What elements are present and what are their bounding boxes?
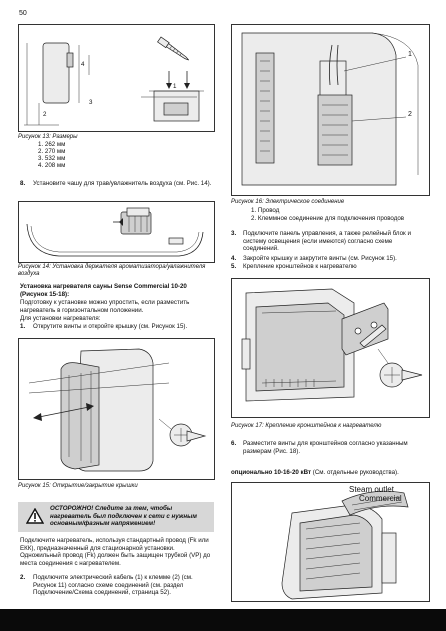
step-5-text: Крепление кронштейнов к нагревателю	[243, 263, 357, 270]
connect-text: Подключите нагреватель, используя стандартный провод (Fk или ЕКК), предназначенный для стационарной установки. Одножильный провод (Fk) должен быть защищен трубкой (VP) до места соединения с нагревателем.	[20, 537, 211, 567]
fig16-item-2: 2. Клеммное соединение для подключения проводов	[251, 215, 405, 222]
step-2-text: Подключите электрический кабель (1) к клемме (2) (см. Рисунок 11) согласно схеме соединений (см. раздел Подключение/Схема соединений, страница 52).	[33, 574, 193, 597]
fig16-item-1: 1. Провод	[251, 207, 280, 214]
step-3-number: 3.	[231, 230, 237, 237]
callout-2: 2	[43, 111, 47, 118]
step-4-number: 4.	[231, 255, 237, 262]
figure-13-caption: Рисунок 13: Размеры	[18, 134, 78, 140]
fig13-dim-3: 3. 532 мм	[38, 155, 66, 162]
callout-1: 1	[408, 51, 412, 58]
fig13-dim-4: 4. 208 мм	[38, 162, 66, 169]
step-1-text: Открутите винты и откройте крышку (см. Рисунок 15).	[33, 323, 188, 330]
steam-outlet-label: Steam outlet	[349, 485, 394, 494]
optional-note	[231, 469, 431, 477]
callout-4: 4	[81, 61, 85, 68]
optional-note-bold: опционально 10-16-20 кВт	[231, 469, 312, 476]
figure-16-electrical	[231, 24, 430, 196]
install-pre: Для установки нагревателя:	[20, 315, 101, 322]
step-1-number: 1.	[20, 323, 26, 330]
warning-text: ОСТОРОЖНО! Следите за тем, чтобы нагреватель был подключен к сети с нужным основным/фазным напряжением!	[50, 505, 197, 528]
step-4-text: Закройте крышку и закрутите винты (см. Рисунок 15).	[243, 255, 397, 262]
figure-15-lid	[18, 338, 215, 480]
figure-17-caption: Рисунок 17: Крепление кронштейнов к нагревателю	[231, 423, 382, 429]
warning-icon	[26, 508, 44, 524]
figure-18-steam-outlet	[231, 482, 430, 602]
warning-box	[18, 502, 214, 532]
step-3-text: Подключите панель управления, а также релейный блок и систему освещения (если имеются) согласно схеме соединений.	[243, 230, 411, 253]
step-5-number: 5.	[231, 263, 237, 270]
callout-2: 2	[408, 111, 412, 118]
step-2-number: 2.	[20, 574, 26, 581]
install-intro: Подготовку к установке можно упростить, если разместить нагреватель в горизонтальном положении.	[20, 299, 190, 314]
fig13-dim-2: 2. 270 мм	[38, 148, 66, 155]
commercial-label: Commercial	[359, 494, 402, 503]
figure-16-caption: Рисунок 16: Электрическое соединение	[231, 199, 345, 205]
step-8-text: Установите чашу для трав/увлажнитель воздуха (см. Рис. 14).	[33, 180, 212, 187]
fig13-dim-1: 1. 262 мм	[38, 141, 66, 148]
step-8-number: 8.	[20, 180, 26, 187]
figure-14-holder	[18, 201, 215, 263]
callout-3: 3	[89, 99, 93, 106]
figure-13-dimensions	[18, 24, 215, 132]
callout-1: 1	[173, 83, 177, 90]
page-number: 50	[19, 10, 27, 17]
step-6-number: 6.	[231, 440, 237, 447]
figure-15-caption: Рисунок 15: Открытие/закрытие крышки	[18, 483, 138, 489]
install-heading: Установка нагревателя сауны Sense Commercial 10-20 (Рисунок 15-18):	[20, 283, 187, 298]
figure-17-brackets	[231, 278, 430, 418]
figure-14-caption: Рисунок 14: Установка держателя ароматизатора/увлажнителя воздуха	[18, 264, 206, 277]
optional-note-rest: (См. отдельные руководства).	[311, 469, 399, 476]
step-6-text: Разместите винты для кронштейнов согласно указанным размерам (Рис. 18).	[243, 440, 408, 455]
footer-bar	[0, 609, 446, 631]
